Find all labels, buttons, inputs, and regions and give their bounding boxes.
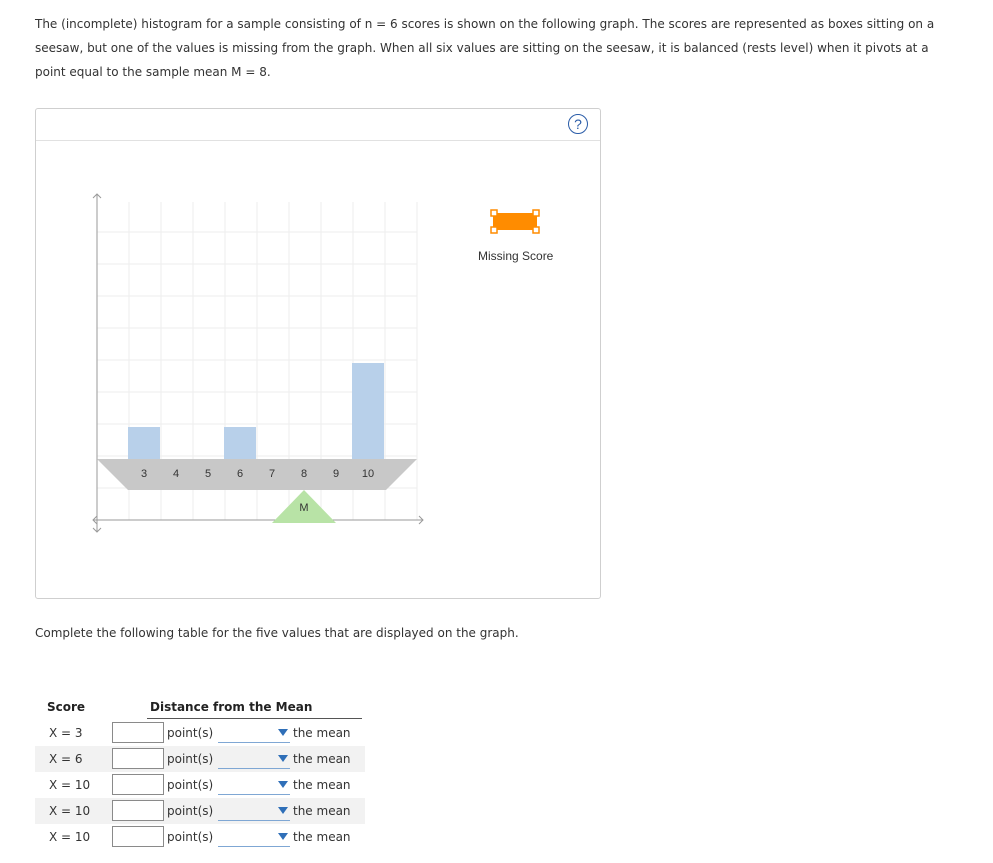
score-box-10[interactable]	[352, 363, 384, 459]
missing-score-label: Missing Score	[478, 249, 554, 263]
mean-suffix: the mean	[293, 778, 351, 792]
seesaw-graph	[36, 109, 602, 600]
distance-input[interactable]	[112, 774, 164, 795]
direction-dropdown[interactable]	[218, 774, 290, 795]
score-label: X = 10	[49, 804, 91, 818]
score-label: X = 10	[49, 778, 91, 792]
resize-handle-bl[interactable]	[491, 227, 497, 233]
scale-tick-label: 3	[140, 468, 148, 480]
table-row	[35, 720, 365, 746]
chevron-down-icon	[278, 781, 288, 788]
chevron-down-icon	[278, 729, 288, 736]
unit-label: point(s)	[167, 830, 214, 844]
distance-input[interactable]	[112, 748, 164, 769]
chevron-down-icon	[278, 755, 288, 762]
direction-dropdown[interactable]	[218, 748, 290, 769]
chevron-down-icon	[278, 807, 288, 814]
distance-input[interactable]	[112, 826, 164, 847]
scale-tick-label: 9	[332, 468, 340, 480]
mean-suffix: the mean	[293, 726, 351, 740]
scale-tick-label: 8	[300, 468, 308, 480]
score-box-6[interactable]	[224, 427, 256, 459]
problem-line-3: point equal to the sample mean M = 8.	[35, 65, 271, 79]
resize-handle-tr[interactable]	[533, 210, 539, 216]
help-icon[interactable]: ?	[568, 114, 588, 134]
missing-score-fill[interactable]	[493, 213, 537, 230]
mean-suffix: the mean	[293, 752, 351, 766]
pivot-label: M	[299, 502, 309, 514]
scale-tick-label: 10	[361, 468, 375, 480]
score-column-header: Score	[47, 700, 86, 714]
table-row	[35, 824, 365, 850]
direction-dropdown[interactable]	[218, 722, 290, 743]
unit-label: point(s)	[167, 778, 214, 792]
score-label: X = 6	[49, 752, 83, 766]
score-box-3[interactable]	[128, 427, 160, 459]
problem-statement	[35, 12, 960, 84]
unit-label: point(s)	[167, 726, 214, 740]
scale-tick-label: 6	[236, 468, 244, 480]
resize-handle-tl[interactable]	[491, 210, 497, 216]
chevron-down-icon	[278, 833, 288, 840]
distance-input[interactable]	[112, 722, 164, 743]
table-row	[35, 772, 365, 798]
unit-label: point(s)	[167, 752, 214, 766]
direction-dropdown[interactable]	[218, 826, 290, 847]
missing-score-box[interactable]	[491, 210, 539, 233]
table-instructions: Complete the following table for the five values that are displayed on the graph.	[35, 626, 519, 640]
score-label: X = 3	[49, 726, 83, 740]
header-divider	[147, 718, 362, 719]
scale-tick-label: 5	[204, 468, 212, 480]
distance-column-header: Distance from the Mean	[150, 700, 313, 714]
unit-label: point(s)	[167, 804, 214, 818]
histogram-boxes	[128, 363, 384, 459]
problem-line-1: The (incomplete) histogram for a sample consisting of n = 6 scores is shown on the following graph. The scores are represented as boxes sitting on a	[35, 17, 935, 31]
problem-line-2: seesaw, but one of the values is missing from the graph. When all six values are sitting on the seesaw, it is balanced (rests level) when it pivots at a	[35, 41, 929, 55]
table-row	[35, 798, 365, 824]
mean-suffix: the mean	[293, 830, 351, 844]
mean-suffix: the mean	[293, 804, 351, 818]
resize-handle-br[interactable]	[533, 227, 539, 233]
direction-dropdown[interactable]	[218, 800, 290, 821]
scale-tick-label: 4	[172, 468, 180, 480]
seesaw-graph-panel	[35, 108, 601, 599]
table-row	[35, 746, 365, 772]
scale-tick-label: 7	[268, 468, 276, 480]
distance-input[interactable]	[112, 800, 164, 821]
score-label: X = 10	[49, 830, 91, 844]
